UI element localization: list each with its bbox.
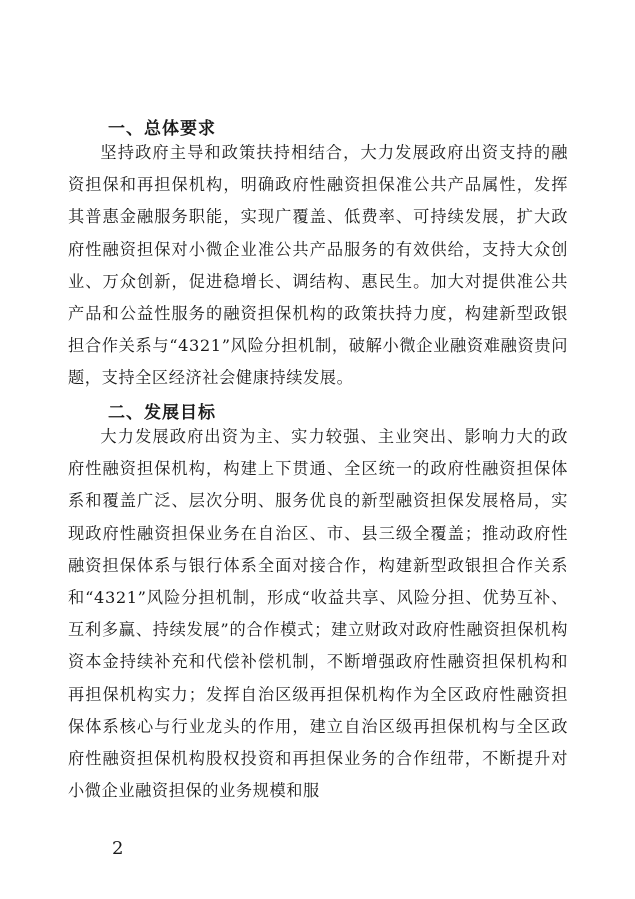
section-heading-overall-requirements: 一、总体要求 <box>108 119 216 139</box>
section-heading-development-goals: 二、发展目标 <box>108 403 216 423</box>
section-body-development-goals: 大力发展政府出资为主、实力较强、主业突出、影响力大的政府性融资担保机构，构建上下贯通、全区统一的政府性融资担保体系和覆盖广泛、层次分明、服务优良的新型融资担保发展格局，实现政府性融资担保业务在自治区、市、县三级全覆盖；推动政府性融资担保体系与银行体系全面对接合作，构建新型政银担合作关系和“4321”风险分担机制，形成“收益共享、风险分担、优势互补、互利多赢、持续发展”的合作模式；建立财政对政府性融资担保机构资本金持续补充和代偿补偿机制，不断增强政府性融资担保机构和再担保机构实力；发挥自治区级再担保机构作为全区政府性融资担保体系核心与行业龙头的作用，建立自治区级再担保机构与全区政府性融资担保机构股权投资和再担保业务的合作纽带，不断提升对小微企业融资担保的业务规模和服 <box>68 427 568 801</box>
section-body-overall-requirements: 坚持政府主导和政策扶持相结合，大力发展政府出资支持的融资担保和再担保机构，明确政府性融资担保准公共产品属性，发挥其普惠金融服务职能，实现广覆盖、低费率、可持续发展，扩大政府性融资担保对小微企业准公共产品服务的有效供给，支持大众创业、万众创新，促进稳增长、调结构、惠民生。加大对提供准公共产品和公益性服务的融资担保机构的政策扶持力度，构建新型政银担合作关系与“4321”风险分担机制，破解小微企业融资难融资贵问题，支持全区经济社会健康持续发展。 <box>68 143 568 388</box>
page-number: 2 <box>112 838 124 859</box>
